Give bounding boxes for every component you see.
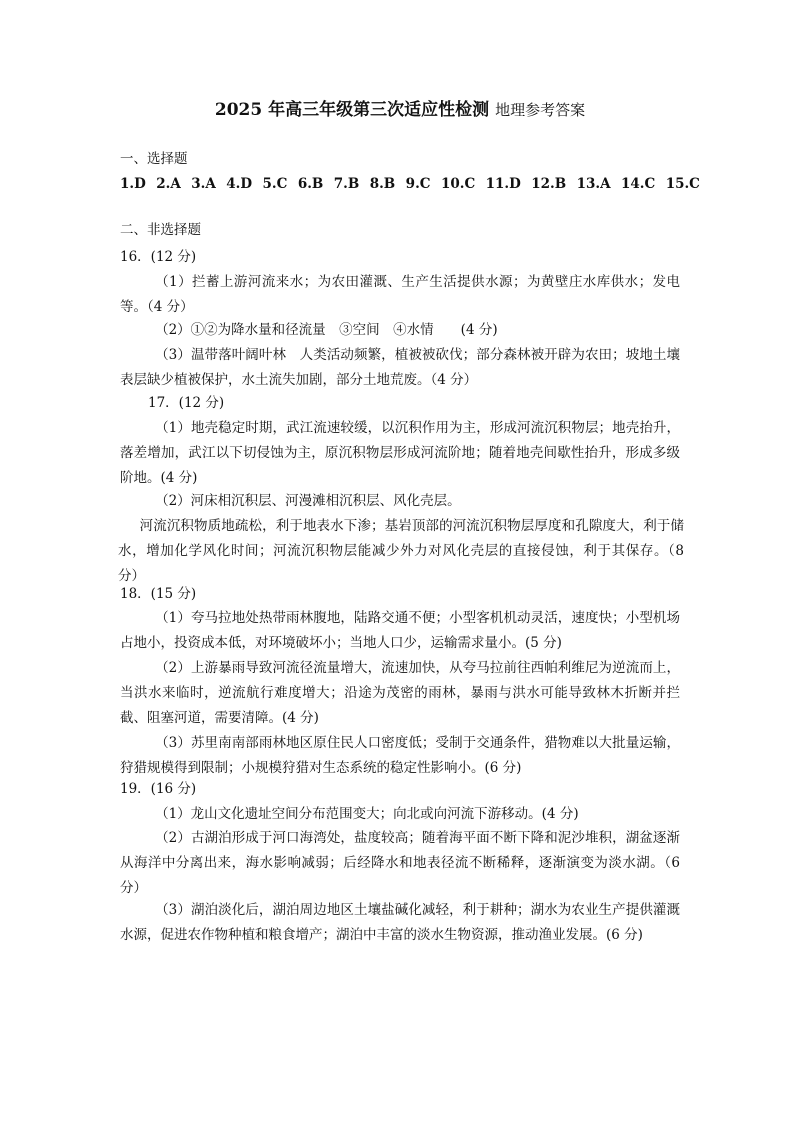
q18-label: 18．(15 分) — [120, 586, 197, 602]
title-main: 2025 年高三年级第三次适应性检测 — [214, 100, 490, 120]
answer-item: 15.C — [665, 176, 700, 192]
section2-heading: 二、非选择题 — [120, 222, 201, 238]
answer-item: 2.A — [156, 176, 181, 192]
q17-label: 17．(12 分) — [148, 395, 225, 411]
q17-part2: （2）河床相沉积层、河漫滩相沉积层、风化壳层。 — [155, 493, 461, 509]
answer-item: 6.B — [297, 176, 324, 192]
answer-item: 3.A — [191, 176, 216, 192]
answer-item: 9.C — [405, 176, 431, 192]
answer-item: 11.D — [485, 176, 521, 192]
q18-part2: （2）上游暴雨导致河流径流量增大，流速加快，从夸马拉前往西帕利维尼为逆流而上，当洪水来临时，逆流航行难度增大；沿途为茂密的雨林，暴雨与洪水可能导致林木折断并拦截、阻塞河道，需要清障。(4 分) — [120, 660, 680, 726]
answer-item: 4.D — [226, 176, 253, 192]
q16-label: 16．(12 分) — [120, 249, 197, 265]
answer-item: 5.C — [262, 176, 288, 192]
answer-item: 12.B — [531, 176, 567, 192]
q18-part1: （1）夸马拉地处热带雨林腹地，陆路交通不便；小型客机机动灵活，速度快；小型机场占地小，投资成本低，对环境破坏小；当地人口少，运输需求量小。(5 分) — [120, 610, 680, 651]
q19-label: 19．(16 分) — [120, 781, 197, 797]
q18-part3: （3）苏里南南部雨林地区原住民人口密度低；受制于交通条件，猎物难以大批量运输，狩猎规模得到限制；小规模狩猎对生态系统的稳定性影响小。(6 分) — [120, 735, 680, 776]
q16-part1: （1）拦蓄上游河流来水；为农田灌溉、生产生活提供水源；为黄壁庄水库供水；发电等。（4 分） — [120, 274, 680, 315]
answer-item: 10.C — [440, 176, 476, 192]
page-title — [0, 98, 800, 122]
q16-part2: （2）①②为降水量和径流量 ③空间 ④水情 (4 分) — [155, 322, 498, 338]
answer-item: 8.B — [369, 176, 396, 192]
q19-part1: （1）龙山文化遗址空间分布范围变大；向北或向河流下游移动。(4 分) — [155, 806, 579, 822]
title-sub: 地理参考答案 — [495, 101, 586, 119]
answer-item: 14.C — [621, 176, 656, 192]
q17-part2-detail: 河流沉积物质地疏松，利于地表水下渗；基岩顶部的河流沉积物层厚度和孔隙度大，利于储水，增加化学风化时间；河流沉积物层能减少外力对风化壳层的直接侵蚀，利于其保存。（8 分） — [118, 518, 684, 584]
answer-item: 1.D — [120, 176, 146, 192]
answer-item: 7.B — [333, 176, 360, 192]
q19-part3: （3）湖泊淡化后，湖泊周边地区土壤盐碱化减轻，利于耕种；湖水为农业生产提供灌溉水源，促进农作物种植和粮食增产；湖泊中丰富的淡水生物资源，推动渔业发展。(6 分) — [120, 902, 680, 943]
q17-part1: （1）地壳稳定时期，武江流速较缓，以沉积作用为主，形成河流沉积物层；地壳抬升，落差增加，武江以下切侵蚀为主，原沉积物层形成河流阶地；随着地壳间歇性抬升，形成多级阶地。(4 分) — [120, 420, 680, 486]
section1-heading: 一、选择题 — [120, 151, 188, 167]
q19-part2: （2）古湖泊形成于河口海湾处，盐度较高；随着海平面不断下降和泥沙堆积，湖盆逐渐从海洋中分离出来，海水影响减弱；后经降水和地表径流不断稀释，逐渐演变为淡水湖。（6 分） — [120, 830, 680, 896]
q16-part3: （3）温带落叶阔叶林 人类活动频繁，植被被砍伐；部分森林被开辟为农田；坡地土壤表层缺少植被保护，水土流失加剧，部分土地荒废。（4 分） — [120, 347, 680, 388]
choice-answers — [120, 174, 700, 194]
answer-item: 13.A — [576, 176, 611, 192]
